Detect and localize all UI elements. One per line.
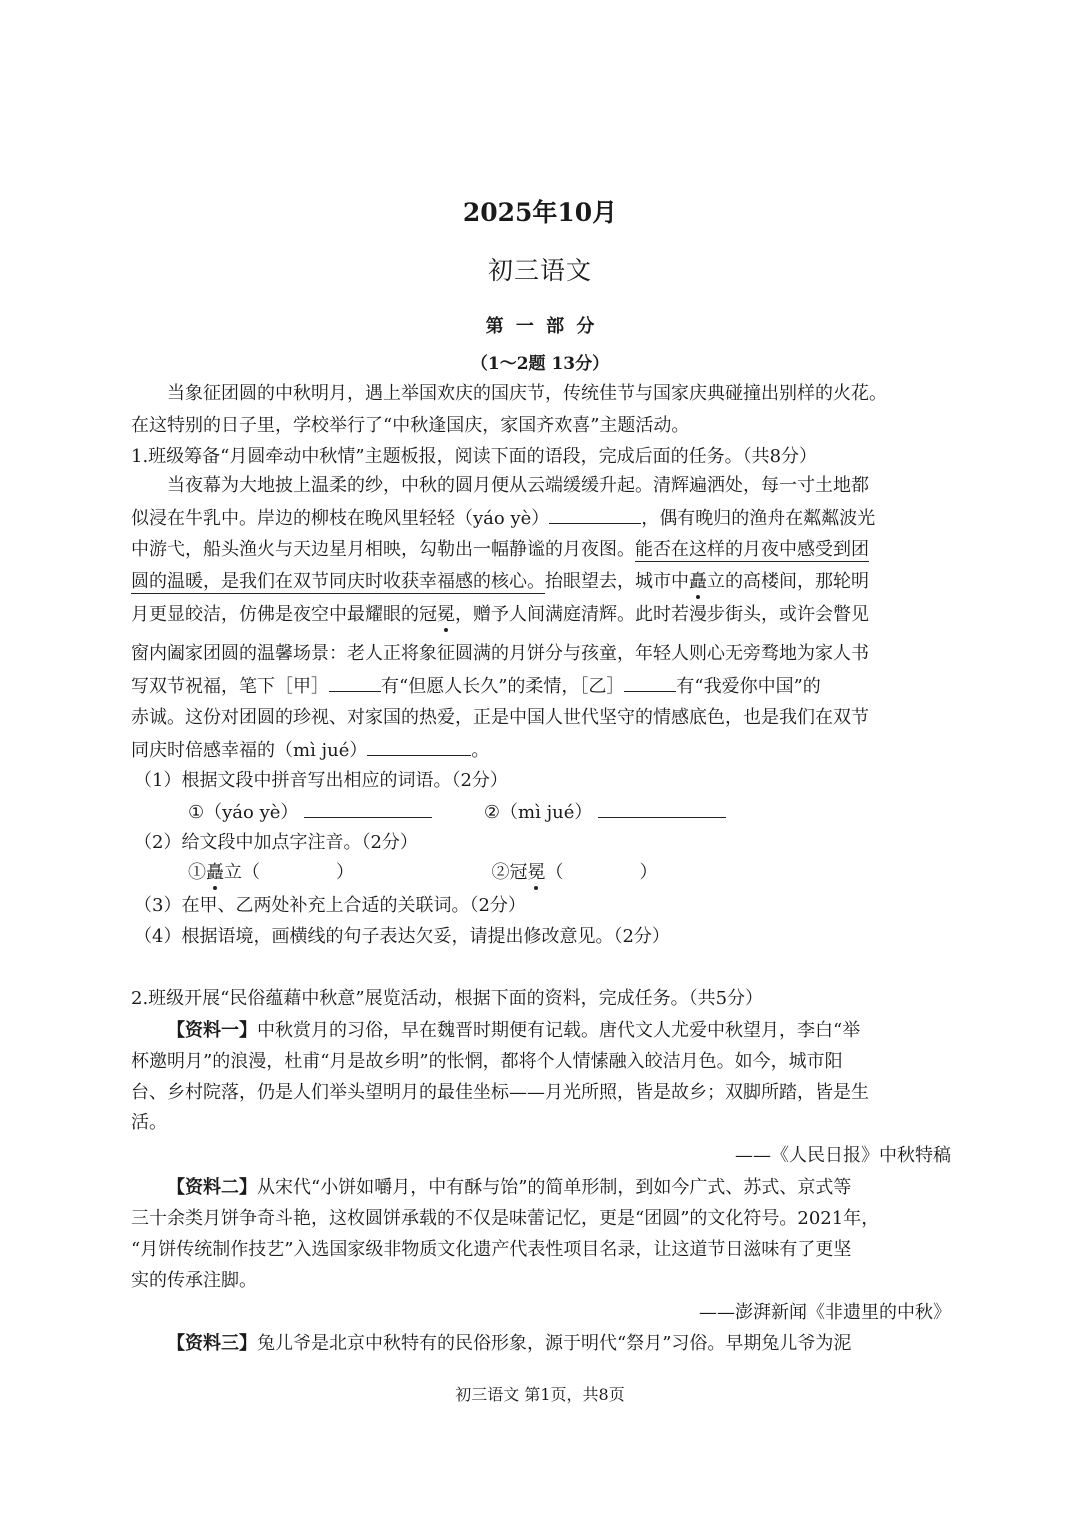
q1-passage-line-2 xyxy=(131,505,951,532)
q1-passage-text: 立的高楼间，那轮明 xyxy=(707,571,869,592)
question-range: （1～2题 13分） xyxy=(470,354,610,374)
material-1-line-3: 台、乡村院落，仍是人们举头望明月的最佳坐标——月光所照，皆是故乡；双脚所踏，皆是生 xyxy=(131,1082,869,1103)
q1-sub1-answers xyxy=(188,799,1008,826)
intro-line-1: 当象征团圆的中秋明月，遇上举国欢庆的国庆节，传统佳节与国家庆典碰撞出别样的火花。 xyxy=(167,383,887,404)
answer-blank-1[interactable] xyxy=(304,799,432,818)
q1-passage-text: 似浸在牛乳中。岸边的柳枝在晚风里轻轻（yáo yè） xyxy=(131,508,550,529)
q1-passage-text: 有“但愿人长久”的柔情，［乙］ xyxy=(381,676,625,697)
blank-yaoye xyxy=(549,505,641,524)
q1-passage-text: 中游弋，船头渔火与天边星月相映，勾勒出一幅静谧的月夜图。 xyxy=(131,539,635,560)
q1-passage-text: 有“我爱你中国”的 xyxy=(676,676,821,697)
answer-blank-2[interactable] xyxy=(598,799,726,818)
material-2-line-4: 实的传承注脚。 xyxy=(131,1270,257,1291)
dotted-char: 矗 xyxy=(689,571,707,592)
q1-passage-line-7 xyxy=(131,673,951,700)
material-1-source: ——《人民日报》中秋特稿 xyxy=(735,1145,951,1166)
sub2-b-rest: （ xyxy=(545,862,564,883)
q1-passage-line-8: 赤诚。这份对团圆的珍视、对家国的热爱，正是中国人世代坚守的情感底色，也是我们在双节 xyxy=(131,707,869,728)
blank-yi xyxy=(624,673,676,692)
sub2-a-rest: 立（ xyxy=(224,862,260,883)
material-1-tag: 【资料一】 xyxy=(167,1020,257,1041)
material-2-source: ——澎湃新闻《非遗里的中秋》 xyxy=(699,1302,951,1323)
q1-passage-line-5 xyxy=(131,602,951,628)
q1-stem: 1.班级筹备“月圆牵动中秋情”主题板报，阅读下面的语段，完成后面的任务。（共8分） xyxy=(131,446,818,467)
q1-passage-text: ，赠予人间满庭清辉。此时若漫步街头，或许会瞥见 xyxy=(455,604,869,625)
q1-passage-line-6: 窗内阖家团圆的温馨场景：老人正将象征圆满的月饼分与孩童，年轻人则心无旁骛地为家人书 xyxy=(131,643,869,664)
exam-subject-title: 初三语文 xyxy=(487,256,592,285)
q1-sub1: （1）根据文段中拼音写出相应的词语。（2分） xyxy=(134,770,508,791)
q1-passage-text: ，偶有晚归的渔舟在粼粼波光 xyxy=(641,508,876,529)
dotted-char: 冕 xyxy=(527,862,546,883)
q1-passage-line-1: 当夜幕为大地披上温柔的纱，中秋的圆月便从云端缓缓升起。清辉遍洒处，每一寸土地都 xyxy=(167,475,869,496)
material-3-text: 兔儿爷是北京中秋特有的民俗形象，源于明代“祭月”习俗。早期兔儿爷为泥 xyxy=(257,1333,852,1354)
material-2-tag: 【资料二】 xyxy=(167,1177,257,1198)
q1-passage-text: 同庆时倍感幸福的（mì jué） xyxy=(131,740,368,761)
blank-jia xyxy=(329,673,381,692)
sub1-b-label: ②（mì jué） xyxy=(483,802,593,823)
q1-passage-text: 月更显皎洁，仿佛是夜空中最耀眼的冠 xyxy=(131,604,437,625)
exam-date: 2025年10月 xyxy=(462,198,618,227)
material-2-line-3: “月饼传统制作技艺”入选国家级非物质文化遗产代表性项目名录，让这道节日滋味有了更坚 xyxy=(131,1239,852,1260)
sub2-a-close: ） xyxy=(336,862,354,883)
dotted-char: 冕 xyxy=(437,604,455,625)
q1-sub4: （4）根据语境，画横线的句子表达欠妥，请提出修改意见。（2分） xyxy=(134,926,670,947)
sub2-b-num: ②冠 xyxy=(491,862,528,883)
q1-sub3: （3）在甲、乙两处补充上合适的关联词。（2分） xyxy=(134,895,526,916)
underlined-sentence: 能否在这样的月夜中感受到团 xyxy=(635,539,869,560)
material-1-line-2: 杯邀明月”的浪漫，杜甫“月是故乡明”的怅惘，都将个人情愫融入皎洁月色。如今，城市阳 xyxy=(131,1051,843,1072)
q1-passage-text: 写双节祝福，笔下［甲］ xyxy=(131,676,329,697)
page-footer: 初三语文 第1页，共8页 xyxy=(455,1385,625,1404)
material-2-text: 从宋代“小饼如嚼月，中有酥与饴”的简单形制，到如今广式、苏式、京式等 xyxy=(257,1177,852,1198)
underlined-sentence: 圆的温暖，是我们在双节同庆时收获幸福感的核心。 xyxy=(131,571,545,592)
material-1-text: 中秋赏月的习俗，早在魏晋时期便有记载。唐代文人尤爱中秋望月，李白“举 xyxy=(257,1020,861,1041)
material-2-line-2: 三十余类月饼争奇斗艳，这枚圆饼承载的不仅是味蕾记忆，更是“团圆”的文化符号。2021年， xyxy=(131,1208,880,1229)
q1-passage-line-9 xyxy=(131,737,951,764)
sub1-a-label: ①（yáo yè） xyxy=(188,802,299,823)
q1-sub2: （2）给文段中加点字注音。（2分） xyxy=(134,832,418,853)
blank-mijue xyxy=(367,737,471,756)
material-1-line-4: 活。 xyxy=(131,1112,167,1133)
material-3-tag: 【资料三】 xyxy=(167,1333,257,1354)
intro-line-2: 在这特别的日子里，学校举行了“中秋逢国庆，家国齐欢喜”主题活动。 xyxy=(131,415,690,436)
dotted-char: 矗 xyxy=(206,862,224,883)
q1-passage-text: 。 xyxy=(471,740,490,761)
q1-passage-text: 抬眼望去，城市中 xyxy=(545,571,689,592)
part-heading: 第 一 部 分 xyxy=(485,316,595,337)
material-1-line-1 xyxy=(167,1018,951,1044)
material-2-line-1 xyxy=(167,1175,951,1201)
q1-sub2-answers xyxy=(188,860,1008,886)
sub2-a-num: ① xyxy=(188,862,206,883)
q1-passage-line-4 xyxy=(131,569,951,595)
q1-passage-line-3 xyxy=(131,537,951,563)
q2-stem: 2.班级开展“民俗蕴藉中秋意”展览活动，根据下面的资料，完成任务。（共5分） xyxy=(131,988,764,1009)
material-3-line-1 xyxy=(167,1331,951,1357)
sub2-b-close: ） xyxy=(639,862,658,883)
